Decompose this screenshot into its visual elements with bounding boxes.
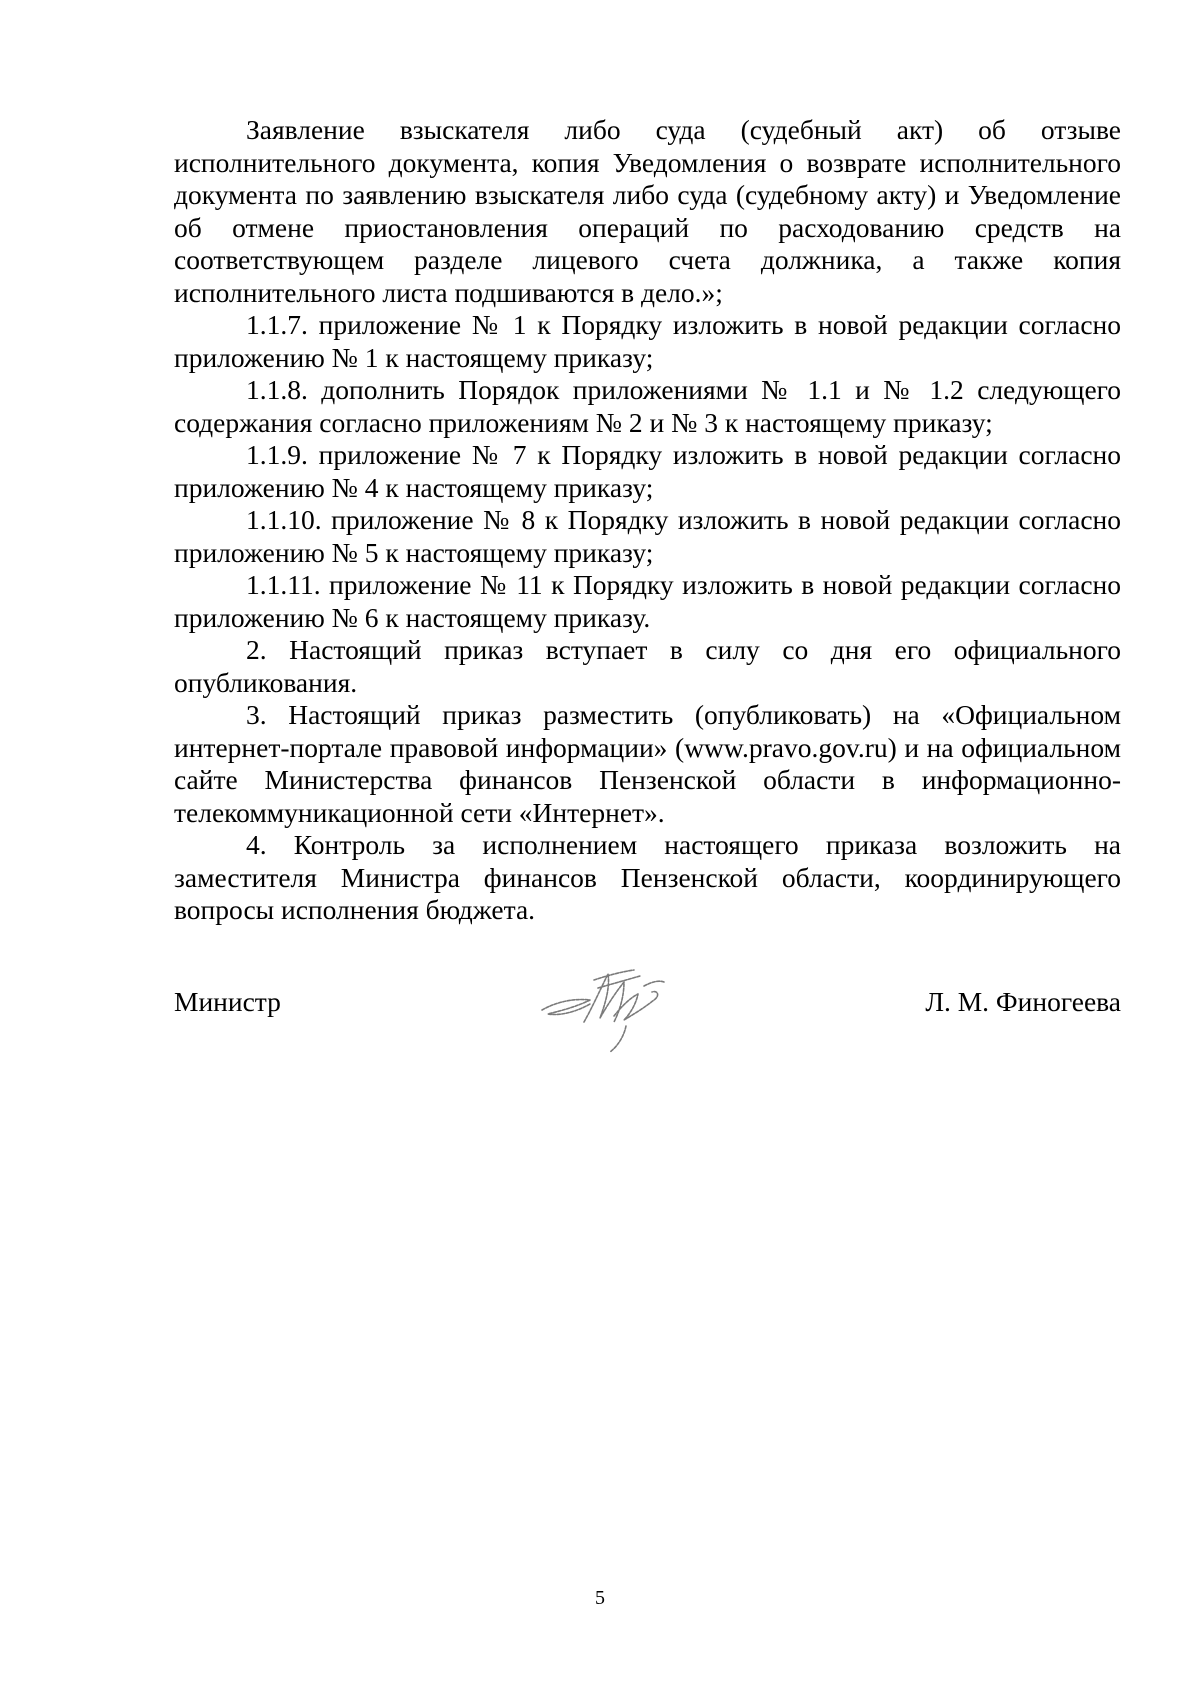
paragraph-1-1-11: 1.1.11. приложение № 11 к Порядку изложить в новой редакции согласно приложению № 6 к настоящему приказу. xyxy=(174,569,1121,633)
paragraph-1-1-7: 1.1.7. приложение № 1 к Порядку изложить в новой редакции согласно приложению № 1 к настоящему приказу; xyxy=(174,309,1121,373)
signatory-title: Министр xyxy=(174,986,281,1017)
paragraph-1-1-10: 1.1.10. приложение № 8 к Порядку изложить в новой редакции согласно приложению № 5 к настоящему приказу; xyxy=(174,504,1121,568)
paragraph-4-control: 4. Контроль за исполнением настоящего приказа возложить на заместителя Министра финансов Пензенской области, координирующего вопросы исполнения бюджета. xyxy=(174,829,1121,925)
page-number: 5 xyxy=(595,1587,605,1609)
signatory-name: Л. М. Финогеева xyxy=(925,986,1121,1017)
document-body xyxy=(174,114,1121,927)
signature-block xyxy=(174,986,1121,1076)
paragraph-notice-filing: Заявление взыскателя либо суда (судебный акт) об отзыве исполнительного документа, копия Уведомления о возврате исполнительного документа по заявлению взыскателя либо суда (судебному акту) и Уведомление об отмене приостановления операций по расходованию средств на соответствующем разделе лицевого счета должника, а также копия исполнительного листа подшиваются в дело.»; xyxy=(174,114,1121,308)
handwritten-signature xyxy=(534,956,684,1056)
paragraph-3-publication: 3. Настоящий приказ разместить (опубликовать) на «Официальном интернет-портале правовой информации» (www.pravo.gov.ru) и на официальном сайте Министерства финансов Пензенской области в информационно-телекоммуникационной сети «Интернет». xyxy=(174,699,1121,828)
paragraph-1-1-9: 1.1.9. приложение № 7 к Порядку изложить в новой редакции согласно приложению № 4 к настоящему приказу; xyxy=(174,439,1121,503)
paragraph-1-1-8: 1.1.8. дополнить Порядок приложениями № 1.1 и № 1.2 следующего содержания согласно приложениям № 2 и № 3 к настоящему приказу; xyxy=(174,374,1121,438)
paragraph-2-effective-date: 2. Настоящий приказ вступает в силу со дня его официального опубликования. xyxy=(174,634,1121,698)
